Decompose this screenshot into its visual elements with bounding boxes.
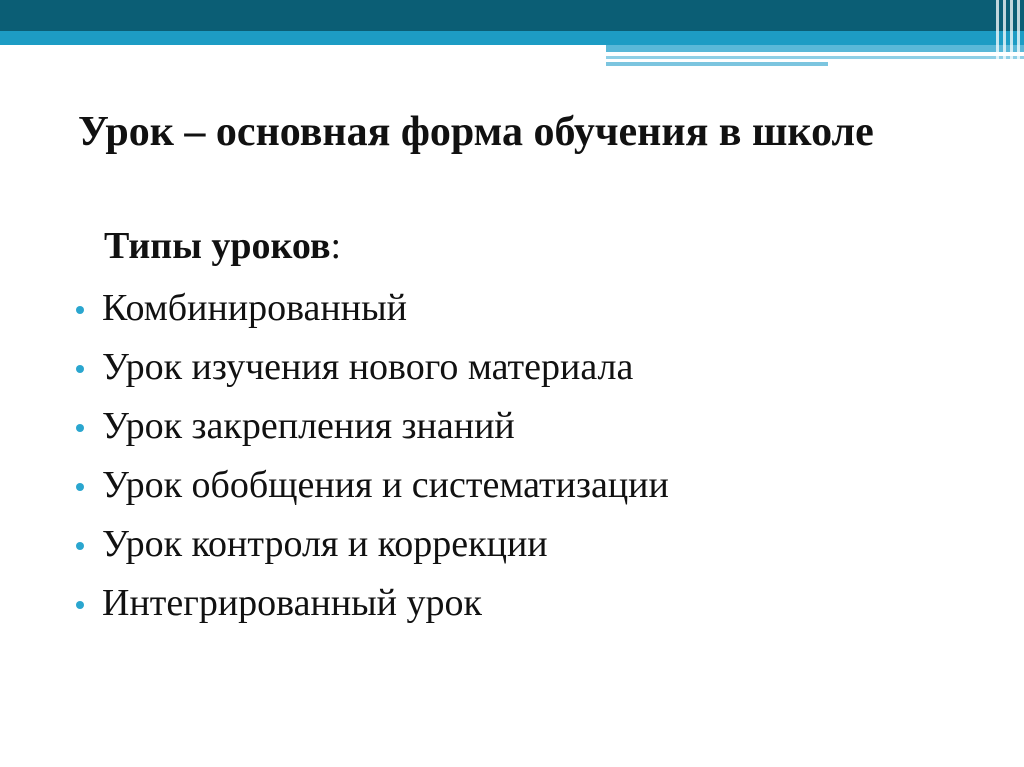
list-item-text: Урок контроля и коррекции xyxy=(102,523,548,565)
bullet-dot-icon xyxy=(76,601,84,609)
bullet-dot-icon xyxy=(76,424,84,432)
list-item-text: Интегрированный урок xyxy=(102,582,482,624)
lesson-types-heading-label: Типы уроков xyxy=(104,225,331,267)
list-item-text: Комбинированный xyxy=(102,287,407,329)
list-item-text: Урок обобщения и систематизации xyxy=(102,464,669,506)
banner-mid-bar xyxy=(0,31,1024,45)
banner-dark-bar xyxy=(0,0,1024,31)
banner-thin-line xyxy=(606,62,828,66)
banner-vertical-stripe xyxy=(996,0,999,60)
banner-vertical-stripe xyxy=(1010,0,1013,72)
bullet-dot-icon xyxy=(76,542,84,550)
bullet-dot-icon xyxy=(76,306,84,314)
banner-light-bar xyxy=(606,45,1024,52)
top-banner xyxy=(0,0,1024,72)
banner-vertical-stripe xyxy=(1003,0,1006,66)
bullet-dot-icon xyxy=(76,365,84,373)
lesson-types-heading xyxy=(104,220,341,272)
banner-vertical-stripe xyxy=(1017,0,1020,70)
banner-thin-line xyxy=(606,56,1024,59)
slide-title: Урок – основная форма обучения в школе xyxy=(78,109,874,155)
list-item-text: Урок изучения нового материала xyxy=(102,346,634,388)
lesson-types-heading-colon: : xyxy=(330,225,342,267)
list-item-text: Урок закрепления знаний xyxy=(102,405,515,447)
bullet-dot-icon xyxy=(76,483,84,491)
